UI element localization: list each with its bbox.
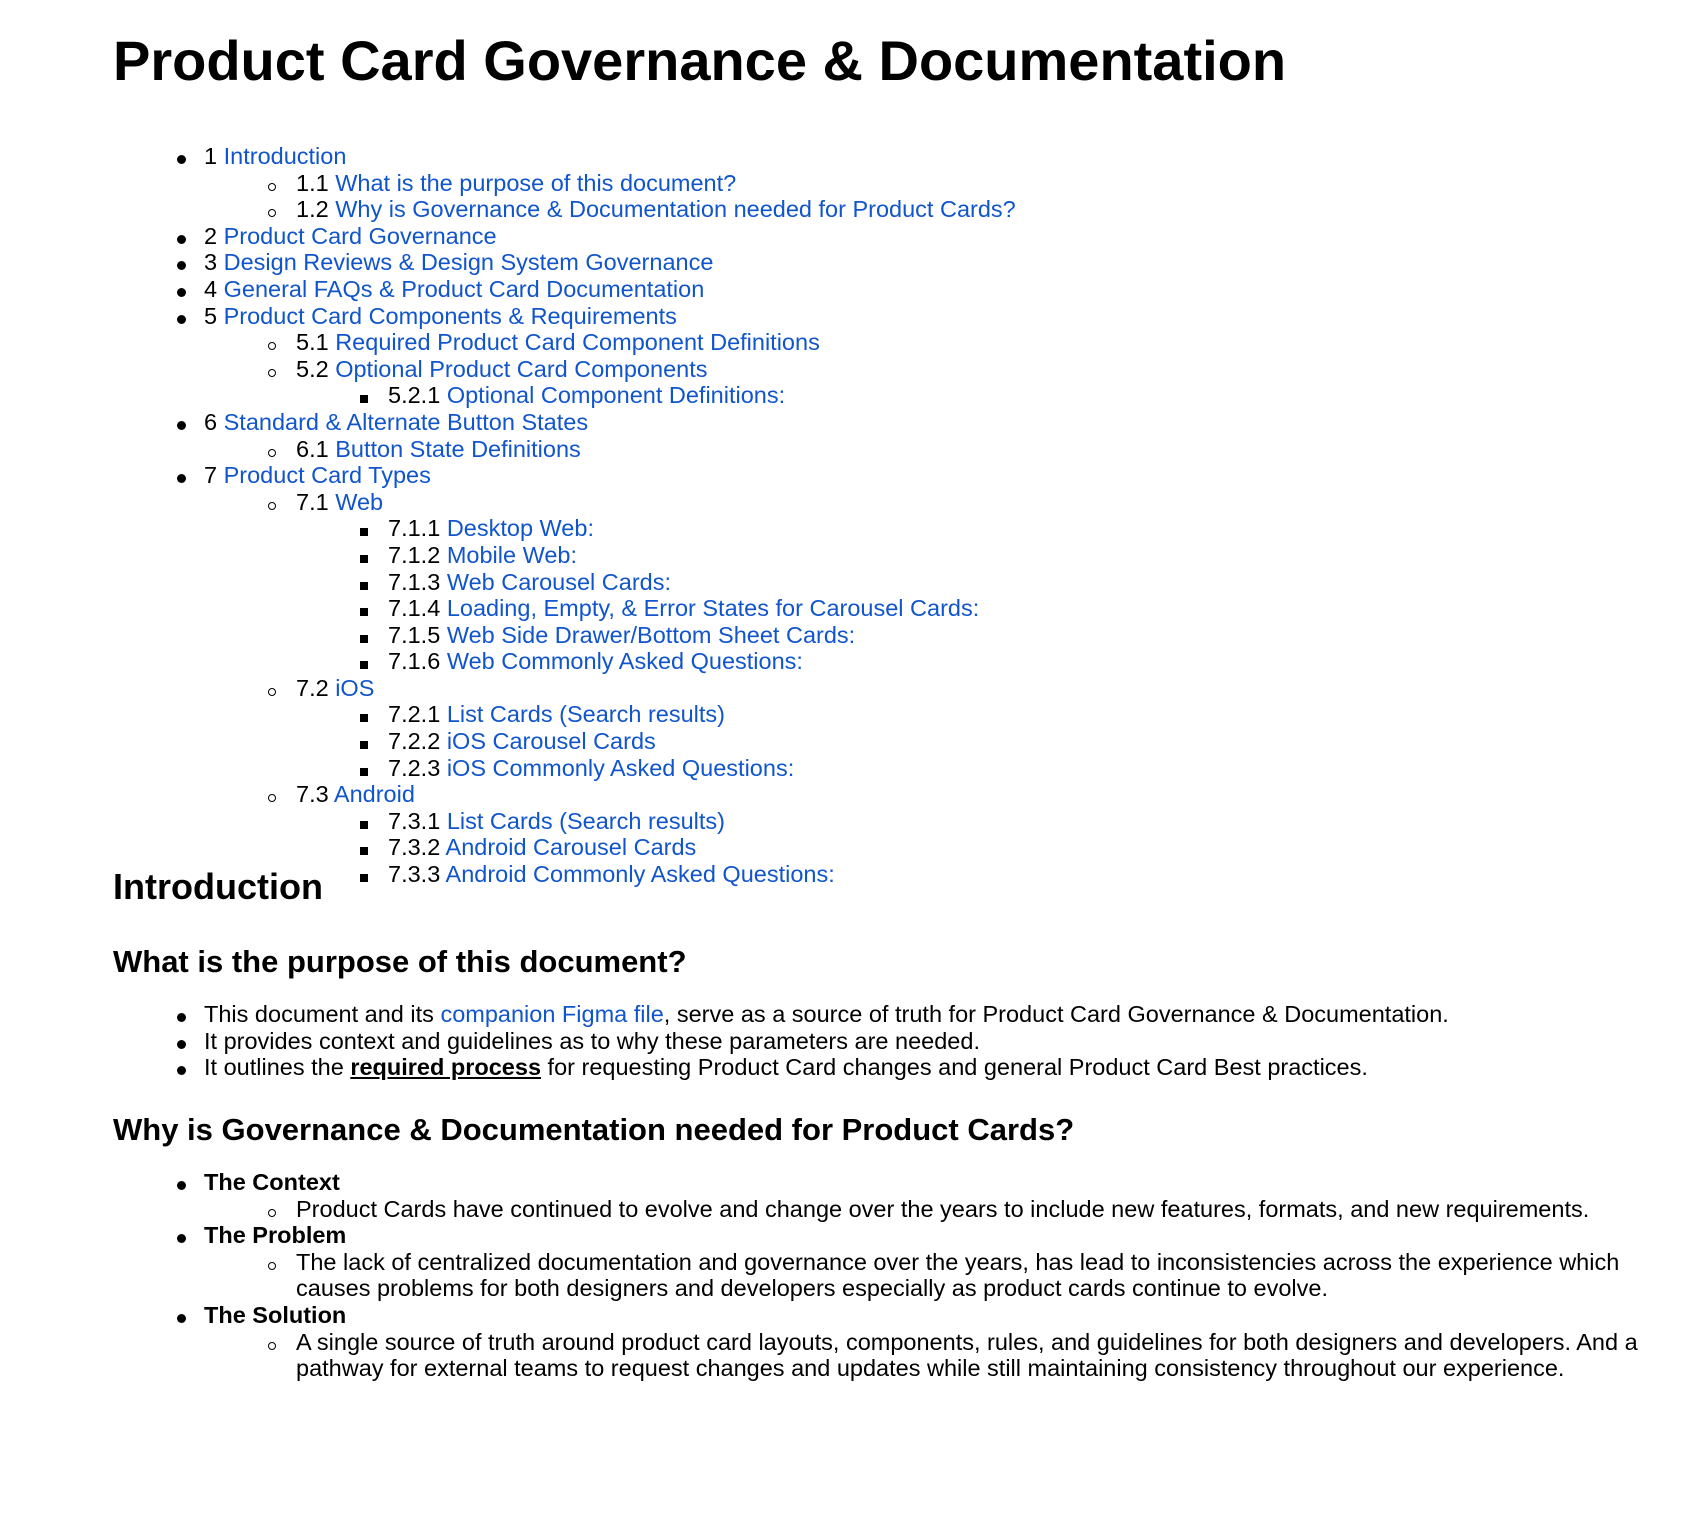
bullet-disc [177,1001,186,1028]
required-process-emphasis: required process [350,1054,542,1081]
bullet-circle [268,1196,276,1223]
why-detail-text: The lack of centralized documentation and governance over the years, has lead to inconsistencies across the experience which causes problems for both designers and developers especially as product cards continue to evolve. [296,1248,1620,1302]
toc-link[interactable]: iOS Carousel Cards [446,728,656,755]
toc-number: 7.1.1 [388,515,441,542]
toc-item-7-2 [113,675,1016,702]
list-item [113,1001,1449,1028]
bullet-square [360,515,368,542]
toc-link[interactable]: Desktop Web: [446,515,594,542]
toc-item-7-1 [113,489,1016,516]
toc-number: 7.2.2 [388,728,441,755]
purpose-text-1b: , serve as a source of truth for Product Card Governance & Documentation. [663,1001,1449,1027]
why-detail-text: A single source of truth around product card layouts, components, rules, and guidelines for both designers and developers. And a pathway for external teams to request changes and updates while still maintaining consistency throughout our experience. [296,1328,1638,1382]
why-list [113,1169,1676,1382]
heading-introduction: Introduction [113,866,323,907]
toc-link[interactable]: Why is Governance & Documentation needed for Product Cards? [335,196,1016,223]
bullet-square [360,595,368,622]
bullet-disc [177,223,186,250]
toc-link[interactable]: Android Carousel Cards [445,834,697,861]
toc-number: 7.2.3 [388,754,441,781]
toc-item-7-2-1 [113,701,1016,728]
toc-link[interactable]: Product Card Types [223,462,431,489]
toc-link[interactable]: Web Commonly Asked Questions: [446,648,803,675]
toc-link[interactable]: Introduction [223,143,347,169]
toc-item-7-3-1 [113,808,1016,835]
bullet-square [360,755,368,782]
toc-number: 7.2.1 [388,701,441,728]
toc-number: 7.3.1 [388,807,441,834]
purpose-text-1a: This document and its [204,1001,441,1027]
bullet-disc [177,1302,186,1329]
purpose-text-3b: for requesting Product Card changes and general Product Card Best practices. [541,1054,1368,1081]
toc-number: 7.3.3 [388,861,441,888]
toc-item-7-2-2 [113,728,1016,755]
why-item-label [113,1222,1676,1249]
toc-link[interactable]: Required Product Card Component Definitions [335,329,820,356]
toc-link[interactable]: Design Reviews & Design System Governance [223,249,714,276]
bullet-circle [268,489,276,516]
toc-item-5-2-1 [113,382,1016,409]
toc-link[interactable]: Optional Component Definitions: [446,382,786,409]
bullet-square [360,728,368,755]
toc-link[interactable]: Web [335,488,384,515]
toc-link[interactable]: List Cards (Search results) [446,807,725,834]
toc-link[interactable]: Web Carousel Cards: [446,568,672,595]
toc-number: 7.3.2 [388,834,441,861]
toc-number: 7.2 [296,674,329,701]
why-label: The Solution [204,1301,347,1328]
toc-item-7-1-3 [113,569,1016,596]
toc-number: 6.1 [296,435,329,462]
heading-why: Why is Governance & Documentation needed for Product Cards? [113,1112,1075,1147]
bullet-disc [177,303,186,330]
bullet-disc [177,143,186,170]
toc-link[interactable]: Web Side Drawer/Bottom Sheet Cards: [446,621,856,648]
toc-number: 5 [204,302,218,329]
why-item-detail [113,1196,1676,1223]
why-label: The Problem [204,1222,347,1249]
toc-number: 5.2 [296,355,329,382]
toc-item-7-2-3 [113,755,1016,782]
toc-number: 7 [204,462,218,489]
toc-item-7-1-2 [113,542,1016,569]
toc-link[interactable]: Standard & Alternate Button States [223,408,589,435]
toc-item-5-2 [113,356,1016,383]
toc-item-1 [113,143,1016,170]
toc-number: 7.1.6 [388,648,441,675]
toc-item-7-3-2 [113,834,1016,861]
bullet-square [360,382,368,409]
list-item [113,1028,1449,1055]
toc-link[interactable]: iOS [335,674,375,701]
bullet-circle [268,329,276,356]
companion-figma-link[interactable]: companion Figma file [440,1001,664,1027]
bullet-square [360,834,368,861]
bullet-circle [268,356,276,383]
bullet-circle [268,170,276,197]
toc-number: 7.3 [296,781,329,808]
why-item-label [113,1302,1676,1329]
bullet-disc [177,276,186,303]
toc-link[interactable]: Android [333,781,415,808]
purpose-text-3a: It outlines the [204,1054,351,1081]
toc-item-7-1-6 [113,648,1016,675]
toc-link[interactable]: iOS Commonly Asked Questions: [446,754,795,781]
toc-number: 5.1 [296,329,329,356]
bullet-circle [268,781,276,808]
bullet-disc [177,409,186,436]
toc-number: 7.1 [296,488,329,515]
toc-item-6-1 [113,436,1016,463]
bullet-circle [268,196,276,223]
toc-number: 3 [204,249,218,276]
why-detail-text: Product Cards have continued to evolve and change over the years to include new features, formats, and new requirements. [296,1195,1590,1222]
document-title: Product Card Governance & Documentation [113,29,1287,92]
bullet-disc [177,1222,186,1249]
toc-number: 1.2 [296,196,329,223]
toc-number: 1.1 [296,169,329,196]
toc-item-1-2 [113,196,1016,223]
toc-link[interactable]: List Cards (Search results) [446,701,725,728]
toc-number: 7.1.4 [388,595,441,622]
toc-number: 7.1.2 [388,541,441,568]
purpose-text-2: It provides context and guidelines as to why these parameters are needed. [204,1027,980,1054]
bullet-circle [268,675,276,702]
bullet-square [360,542,368,569]
toc-link[interactable]: Loading, Empty, & Error States for Carousel Cards: [446,595,980,622]
toc-item-2 [113,223,1016,250]
toc-number: 6 [204,408,218,435]
bullet-square [360,648,368,675]
purpose-list [113,1001,1449,1081]
bullet-disc [177,1028,186,1055]
heading-purpose: What is the purpose of this document? [113,944,687,979]
toc-link[interactable]: Optional Product Card Components [335,355,708,382]
bullet-square [360,701,368,728]
table-of-contents [113,143,1016,888]
toc-link[interactable]: Android Commonly Asked Questions: [445,861,835,888]
toc-number: 7.1.3 [388,568,441,595]
toc-item-3 [113,249,1016,276]
toc-number: 7.1.5 [388,621,441,648]
toc-number: 4 [204,275,218,302]
bullet-disc [177,249,186,276]
why-item-detail [113,1329,1676,1382]
why-item-label [113,1169,1676,1196]
toc-number: 2 [204,222,218,249]
bullet-square [360,861,368,888]
bullet-disc [177,1169,186,1196]
toc-number: 5.2.1 [388,382,441,409]
toc-item-7-1-1 [113,515,1016,542]
list-item [113,1054,1449,1081]
toc-item-5-1 [113,329,1016,356]
bullet-square [360,569,368,596]
bullet-disc [177,1054,186,1081]
why-item-detail [113,1249,1676,1302]
bullet-square [360,622,368,649]
toc-item-4 [113,276,1016,303]
bullet-circle [268,1329,276,1356]
bullet-disc [177,462,186,489]
toc-link[interactable]: Product Card Components & Requirements [223,302,677,329]
toc-link[interactable]: Button State Definitions [335,435,581,462]
toc-item-7-3 [113,781,1016,808]
toc-item-6 [113,409,1016,436]
why-label: The Context [204,1169,340,1195]
bullet-circle [268,1249,276,1276]
toc-item-5 [113,303,1016,330]
toc-link[interactable]: General FAQs & Product Card Documentation [223,275,705,302]
toc-number: 1 [204,143,218,169]
toc-item-1-1 [113,170,1016,197]
toc-item-7-1-4 [113,595,1016,622]
bullet-circle [268,436,276,463]
bullet-square [360,808,368,835]
toc-link[interactable]: Mobile Web: [446,541,577,568]
toc-item-7-1-5 [113,622,1016,649]
toc-link[interactable]: What is the purpose of this document? [335,169,737,196]
toc-item-7 [113,462,1016,489]
toc-link[interactable]: Product Card Governance [223,222,497,249]
